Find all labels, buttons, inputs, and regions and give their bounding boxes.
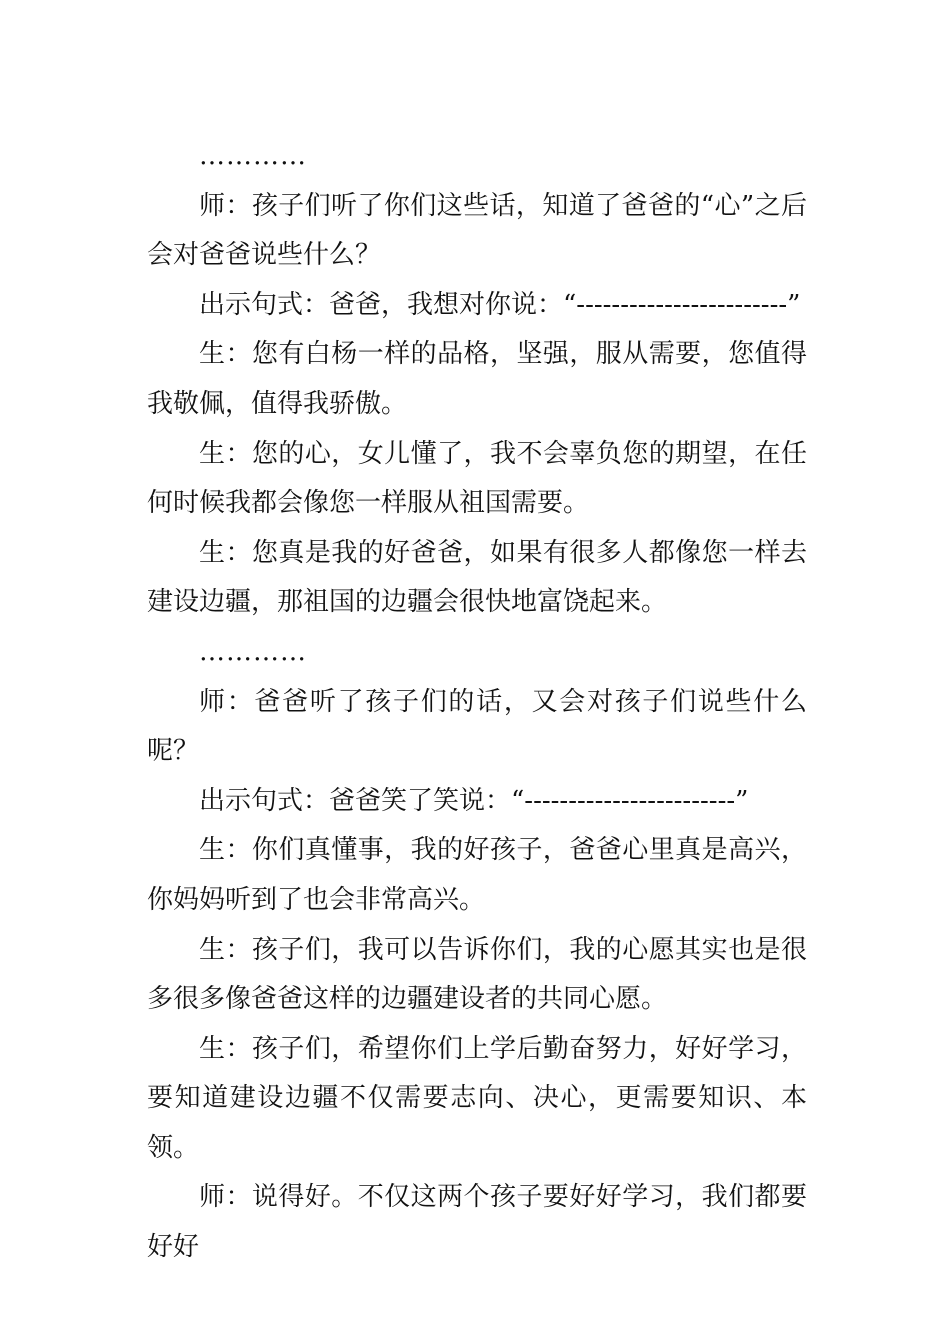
student-answer-paragraph: 生：孩子们，我可以告诉你们，我的心愿其实也是很多很多像爸爸这样的边疆建设者的共同心愿。 <box>147 934 807 1015</box>
student-answer-paragraph: 生：您真是我的好爸爸，如果有很多人都像您一样去建设边疆，那祖国的边疆会很快地富饶起来。 <box>147 537 807 618</box>
document-body <box>147 132 807 1273</box>
ellipsis-line: ………… <box>199 636 307 667</box>
teacher-question-paragraph: 师：孩子们听了你们这些话，知道了爸爸的“心”之后会对爸爸说些什么？ <box>147 190 807 271</box>
sentence-pattern-paragraph: 出示句式：爸爸笑了笑说：“------------------------” <box>199 785 749 816</box>
student-answer-paragraph: 生：你们真懂事，我的好孩子，爸爸心里真是高兴，你妈妈听到了也会非常高兴。 <box>147 835 807 915</box>
teacher-question-paragraph: 师：爸爸听了孩子们的话，又会对孩子们说些什么呢？ <box>147 686 807 767</box>
student-answer-paragraph: 生：您的心，女儿懂了，我不会辜负您的期望，在任何时候我都会像您一样服从祖国需要。 <box>147 438 807 519</box>
student-answer-paragraph: 生：孩子们，希望你们上学后勤奋努力，好好学习，要知道建设边疆不仅需要志向、决心，更需要知识、本领。 <box>147 1033 807 1163</box>
sentence-pattern-paragraph: 出示句式：爸爸，我想对你说：“------------------------” <box>199 289 801 320</box>
teacher-remark-paragraph: 师：说得好。不仅这两个孩子要好好学习，我们都要好好 <box>147 1182 807 1263</box>
ellipsis-line: ………… <box>199 141 307 171</box>
student-answer-paragraph: 生：您有白杨一样的品格，坚强，服从需要，您值得我敬佩，值得我骄傲。 <box>147 339 807 419</box>
